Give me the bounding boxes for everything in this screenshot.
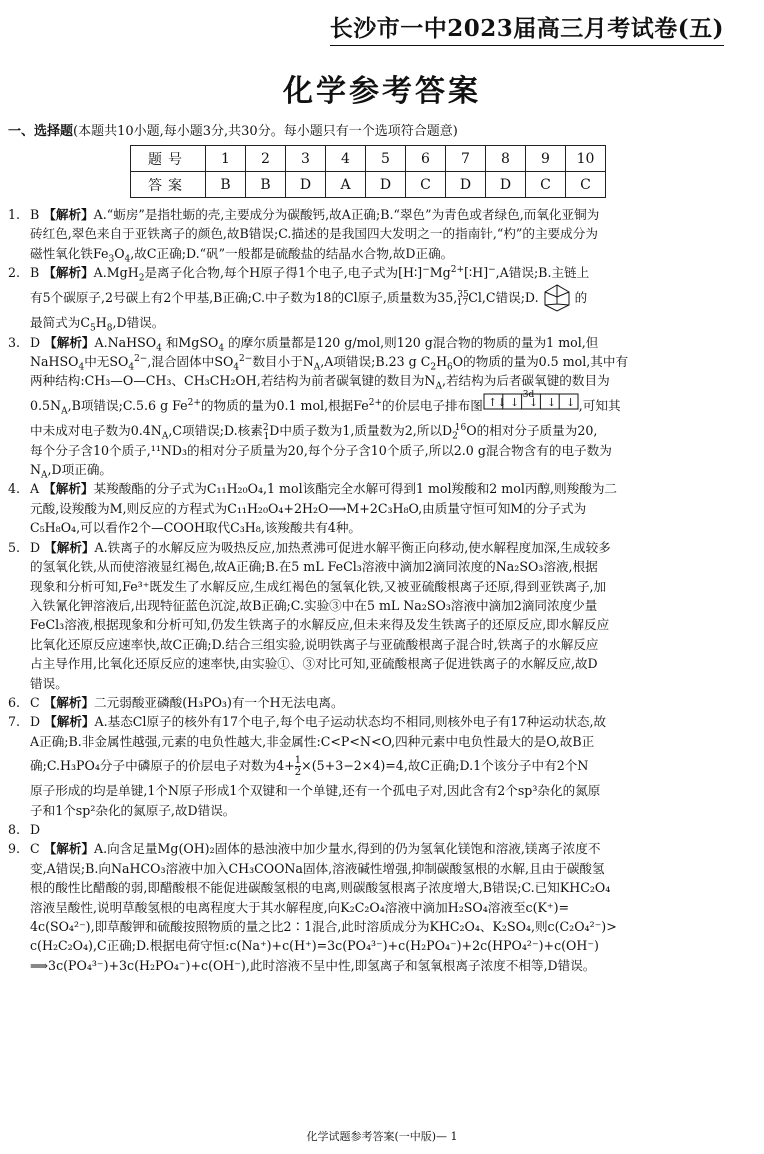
table-header-answer: 答案 (131, 172, 206, 198)
orbital-label: 3d (522, 390, 535, 401)
explanation-item-9 (8, 839, 750, 975)
explanation-text: ,若结构为后者碳氧键的数目为 (441, 373, 610, 389)
explanation-text: 比氧化还原反应速率快,故C正确;D.结合三组实验,说明铁离子与亚硫酸根离子混合时,铁离子的水解反应 (30, 636, 599, 652)
item-answer: C (30, 841, 40, 857)
explanation-text: A.MgH (93, 265, 139, 281)
explanation-text: ,A错误;B.主链上 (495, 265, 590, 281)
explanation-text: A.NaHSO (94, 334, 157, 350)
explanation-text: ,混合固体中SO (147, 353, 234, 369)
explanation-text: 是离子化合物,每个H原子得1个电子,电子式为[H∶] (144, 265, 423, 281)
explanation-text: 占主导作用,比氧化还原反应的速率快,由实验①、③对比可知,亚硫酸根离子促进铁离子的水解反应,故D (30, 656, 598, 672)
explanation-item-6 (8, 693, 750, 712)
explanation-text: H (95, 315, 107, 331)
explanation-text: 有5个碳原子,2号碳上有2个甲基,B正确;C.中子数为18的Cl原子,质量数为35, (30, 289, 458, 305)
explanation-text: 二元弱酸亚磷酸(H₃PO₃)有一个H无法电离。 (94, 694, 344, 710)
explanation-text: 错误。 (30, 675, 68, 691)
explanation-text: 的摩尔质量都是120 g/mol,则120 g混合物的物质的量为1 mol,但 (228, 334, 599, 350)
item-number: 1. (8, 207, 21, 222)
svg-text:↓: ↓ (565, 396, 576, 410)
explanation-item-3: 3. D 【解析】A.NaHSO$_4$ 和MgSO$_4$ 的摩尔质量都是120 g/mol,则120 g混合物的物质的量为1 mol,但 NaHSO$_4$中无$SO_4^{2-}$,混合固体中$SO_4^{2-}$数目小于$N_A,A$项错误;B.23 g $C_2H_6O$的物质的量为0.5 mol,其中有 两种结构:CH₃—O—CH₃、CH₃CH₂OH,若结构为前者碳氧键的数目为$N_A$,若结构为后者碳氧键的数目为 $0.5N_A,B$项错误;C.5.6 g $Fe^{2+}$的物质的量为0.1 mol,根据$Fe^{2+}$的价层电子排布图 3d ↑↓ ↓ ↓ ↓ ↓ ,可知其 中未成对电子数为$0.4N_A,C$项错误;D.核素$^2_1$D中质子数为1,质量数为2,所以$D_2^{16}O$的相对分子质量为20, 每个分子含10个质子,¹¹ND₃的相对分子质量为20,每个分子含10个质子,所以2.0 g混合物含有的电子数为 $N_A,D$项正确。 (8, 333, 750, 480)
explanation-text: 根的酸性比醋酸的弱,即醋酸根不能促进碳酸氢根的电离,则碳酸氢根离子浓度增大,B错误;C.已知KHC₂O₄ (30, 880, 611, 896)
orbital-diagram (483, 391, 579, 421)
explanation-text: C₅H₈O₄,可以看作2个—COOH取代C₃H₈,该羧酸共有4种。 (30, 520, 362, 536)
explanation-item-2: 2. B 【解析】A.MgH$_2$是离子化合物,每个H原子得1个电子,电子式为$[H∶]^-Mg^{2+}[∶H]^-,A$错误;B.主链上 有5个碳原子,2号碳上有2个甲基,B正确;C.中子数为18的Cl原子,质量数为$35,35_{17}Cl,C$错误;D. 的 最简式为$C_5H_8,D$错误。 (8, 265, 590, 333)
table-cell-answer: D (286, 172, 326, 198)
explanation-item-7 (8, 712, 750, 820)
explanation-text: O的物质的量为0.5 mol,其中有 (452, 353, 629, 369)
explanation-text: 元酸,设羧酸为M,则反应的方程式为C₁₁H₂₀O₄+2H₂O⟶M+2C₃H₈O,由质量守恒可知M的分子式为 (30, 500, 587, 516)
explanation-text: 的价层电子排布图 (382, 397, 483, 413)
explanation-text: ,D项正确。 (47, 462, 113, 478)
item-number: 2. (8, 265, 21, 281)
analysis-tag: 【解析】 (44, 539, 95, 555)
table-cell-number: 6 (406, 146, 446, 172)
explanation-text: 某羧酸酯的分子式为C₁₁H₂₀O₄,1 mol该酯完全水解可得到1 mol羧酸和2 mol丙醇,则羧酸为二 (93, 481, 618, 497)
explanation-text: 磁性氧化铁Fe (30, 245, 109, 261)
table-cell-number: 8 (486, 146, 526, 172)
item-answer: B (30, 207, 40, 222)
analysis-tag: 【解析】 (44, 334, 95, 350)
explanation-text: 子和1个sp²杂化的氮原子,故D错误。 (30, 802, 236, 818)
item-answer: D (30, 821, 41, 837)
item-number: 8. (8, 821, 21, 837)
fraction-denominator: 2 (294, 767, 302, 779)
analysis-tag: 【解析】 (44, 714, 95, 730)
explanation-text: 的 (574, 289, 588, 305)
item-number: 3. (8, 334, 21, 350)
explanation-item-4 (8, 479, 750, 537)
item-answer: D (30, 334, 41, 350)
fraction-numerator: 1 (294, 755, 302, 767)
explanation-text: 变,A错误;B.向NaHCO₃溶液中加入CH₃COONa固体,溶液碱性增强,抑制碳酸氢根的水解,且由于碳酸氢 (30, 860, 605, 876)
school-exam-title: 长沙市一中2023届高三月考试卷(五) (329, 15, 724, 42)
table-cell-answer: D (486, 172, 526, 198)
explanation-text: A.“蛎房”是指牡蛎的壳,主要成分为碳酸钙,故A正确;B.“翠色”为青色或者绿色,而氧化亚铜为 (93, 207, 600, 222)
explanation-text: 的氢氧化铁,从而使溶液显红褐色,故A正确;B.在5 mL FeCl₃溶液中滴加2滴同浓度的Na₂SO₃溶液,根据 (30, 559, 598, 575)
adamantane-structure-icon (539, 283, 575, 313)
explanation-text: 砖红色,翠色来自于亚铁离子的颜色,故B错误;C.描述的是我国四大发明之一的指南针,“杓”的主要成分为 (30, 226, 598, 242)
explanation-text: A.向含足量Mg(OH)₂固体的悬浊液中加少量水,得到的仍为氢氧化镁饱和溶液,镁离子浓度不 (94, 841, 601, 857)
explanation-text: 两种结构:CH₃—O—CH₃、CH₃CH₂OH,若结构为前者碳氧键的数目为N (30, 373, 436, 389)
table-cell-number: 4 (326, 146, 366, 172)
svg-text:↓: ↓ (546, 396, 557, 410)
answer-table-number-row (131, 146, 606, 172)
explanation-text: 现象和分析可知,Fe³⁺既发生了水解反应,生成红褐色的氢氧化铁,又被亚硫酸根离子还原,得到亚铁离子,加 (30, 578, 607, 594)
explanation-text: A.铁离子的水解反应为吸热反应,加热煮沸可促进水解平衡正向移动,使水解程度加深,生成较多 (94, 539, 611, 555)
title-underline (330, 45, 724, 46)
explanation-text: N (30, 462, 42, 478)
explanation-text: Cl,C错误;D. (468, 289, 539, 305)
explanation-text: ×(5+3−2×4)=4,故C正确;D.1个该分子中有2个N (301, 758, 589, 774)
table-cell-number: 3 (286, 146, 326, 172)
explanation-text: ,可知其 (578, 397, 621, 413)
explanation-text: 最简式为C (30, 315, 91, 331)
item-answer: A (30, 481, 40, 497)
svg-text:↓: ↓ (528, 396, 539, 410)
analysis-tag: 【解析】 (43, 207, 94, 222)
table-cell-answer: D (366, 172, 406, 198)
svg-text:↓: ↓ (509, 396, 520, 410)
section-heading (8, 120, 458, 139)
explanation-text: 确;C.H₃PO₄分子中磷原子的价层电子对数为4+ (30, 758, 295, 774)
item-number: 4. (8, 481, 21, 497)
explanation-item-5 (8, 538, 750, 693)
explanation-text: c(H₂C₂O₄),C正确;D.根据电荷守恒:c(Na⁺)+c(H⁺)=3c(PO₄³⁻)+c(H₂PO₄⁻)+2c(HPO₄²⁻)+c(OH⁻) (30, 938, 599, 954)
svg-text:↑↓: ↑↓ (487, 396, 507, 410)
explanation-text: H (436, 353, 448, 369)
table-cell-answer: C (566, 172, 606, 198)
table-header-number: 题号 (131, 146, 206, 172)
explanation-text: A正确;B.非金属性越强,元素的电负性越大,非金属性:C<P<N<O,四种元素中电负性最大的是O,故B正 (30, 733, 595, 749)
explanation-text: A.基态Cl原子的核外有17个电子,每个电子运动状态均不相同,则核外电子有17种运动状态,故 (94, 714, 607, 730)
explanation-text: 0.5N (30, 397, 62, 413)
answer-table-answer-row (131, 172, 606, 198)
explanation-text: ,B项错误;C.5.6 g Fe (67, 397, 188, 413)
analysis-tag: 【解析】 (43, 694, 95, 710)
table-cell-answer: D (446, 172, 486, 198)
explanation-text: 的物质的量为0.1 mol,根据Fe (200, 397, 369, 413)
table-cell-number: 1 (206, 146, 246, 172)
explanation-text: 数目小于N (252, 353, 314, 369)
page-footer: 化学试题参考答案(一中版)— 1 (306, 1130, 458, 1143)
explanations (8, 205, 750, 975)
table-cell-answer: B (246, 172, 286, 198)
explanation-text: ,C项错误;D.核素 (168, 423, 263, 439)
item-answer: B (30, 265, 40, 281)
explanation-text: O的相对分子质量为20, (466, 423, 598, 439)
item-number: 9. (8, 841, 21, 857)
item-answer: D (30, 539, 41, 555)
explanation-text: ⟹3c(PO₄³⁻)+3c(H₂PO₄⁻)+c(OH⁻),此时溶液不呈中性,即氢离子和氢氧根离子浓度不相等,D错误。 (30, 957, 596, 973)
explanation-text: Mg (429, 265, 451, 281)
table-cell-number: 2 (246, 146, 286, 172)
item-number: 5. (8, 539, 21, 555)
explanation-text: NaHSO (30, 353, 79, 369)
table-cell-answer: B (206, 172, 246, 198)
table-cell-number: 10 (566, 146, 606, 172)
explanation-text: [∶H] (464, 265, 489, 281)
explanation-text: 中无SO (84, 353, 129, 369)
page-title: 化学参考答案 (283, 74, 481, 109)
table-cell-number: 5 (366, 146, 406, 172)
table-cell-answer: C (406, 172, 446, 198)
analysis-tag: 【解析】 (43, 481, 94, 497)
explanation-text: ,A项错误;B.23 g C (320, 353, 431, 369)
explanation-text: O (114, 245, 125, 261)
item-answer: D (30, 714, 41, 730)
explanation-item-1: 1. B 【解析】A.“蛎房”是指牡蛎的壳,主要成分为碳酸钙,故A正确;B.“翠色”为青色或者绿色,而氧化亚铜为 砖红色,翠色来自于亚铁离子的颜色,故B错误;C.描述的是我国四大发明之一的指南针,“杓”的主要成分为 磁性氧化铁$Fe_3O_4$,故C正确;D.“矾”一般都是硫酸盐的结晶水合物,故D正确。 (8, 205, 750, 263)
explanation-text: 原子形成的均是单键,1个N原子形成1个双键和一个单键,还有一个孤电子对,因此含有2个sp³杂化的氮原 (30, 783, 601, 799)
explanation-item-8 (8, 820, 750, 839)
answer-table (130, 145, 606, 198)
table-cell-answer: A (326, 172, 366, 198)
section-label: 一、选择题 (8, 124, 74, 139)
explanation-text: 每个分子含10个质子,¹¹ND₃的相对分子质量为20,每个分子含10个质子,所以2.0 g混合物含有的电子数为 (30, 442, 612, 458)
explanation-text: 溶液呈酸性,说明草酸氢根的电离程度大于其水解程度,向K₂C₂O₄溶液中滴加H₂SO₄溶液至c(K⁺)= (30, 899, 570, 915)
table-cell-number: 9 (526, 146, 566, 172)
explanation-text: D中质子数为1,质量数为2,所以D (269, 423, 453, 439)
table-cell-number: 7 (446, 146, 486, 172)
explanation-text: 4c(SO₄²⁻),即草酸钾和硫酸按照物质的量之比2∶1混合,此时溶质成分为KHC₂O₄、K₂SO₄,则c(C₂O₄²⁻)> (30, 919, 617, 934)
explanation-text: ,D错误。 (112, 315, 165, 331)
item-answer: C (30, 694, 40, 710)
explanation-text: 中未成对电子数为0.4N (30, 423, 162, 439)
explanation-text: FeCl₃溶液,根据现象和分析可知,仍发生铁离子的水解反应,但未来得及发生铁离子的还原反应,即水解反应 (30, 617, 610, 633)
analysis-tag: 【解析】 (43, 265, 94, 281)
explanation-text: 和MgSO (165, 334, 219, 350)
item-number: 6. (8, 694, 21, 710)
explanation-text: ,故C正确;D.“矾”一般都是硫酸盐的结晶水合物,故D正确。 (130, 245, 454, 261)
section-note: (本题共10小题,每小题3分,共30分。每小题只有一个选项符合题意) (73, 124, 458, 139)
table-cell-answer: C (526, 172, 566, 198)
explanation-text: 入铁氰化钾溶液后,出现特征蓝色沉淀,故B正确;C.实验③中在5 mL Na₂SO₃溶液中滴加2滴同浓度少量 (30, 597, 598, 613)
analysis-tag: 【解析】 (43, 841, 95, 857)
item-number: 7. (8, 714, 21, 730)
